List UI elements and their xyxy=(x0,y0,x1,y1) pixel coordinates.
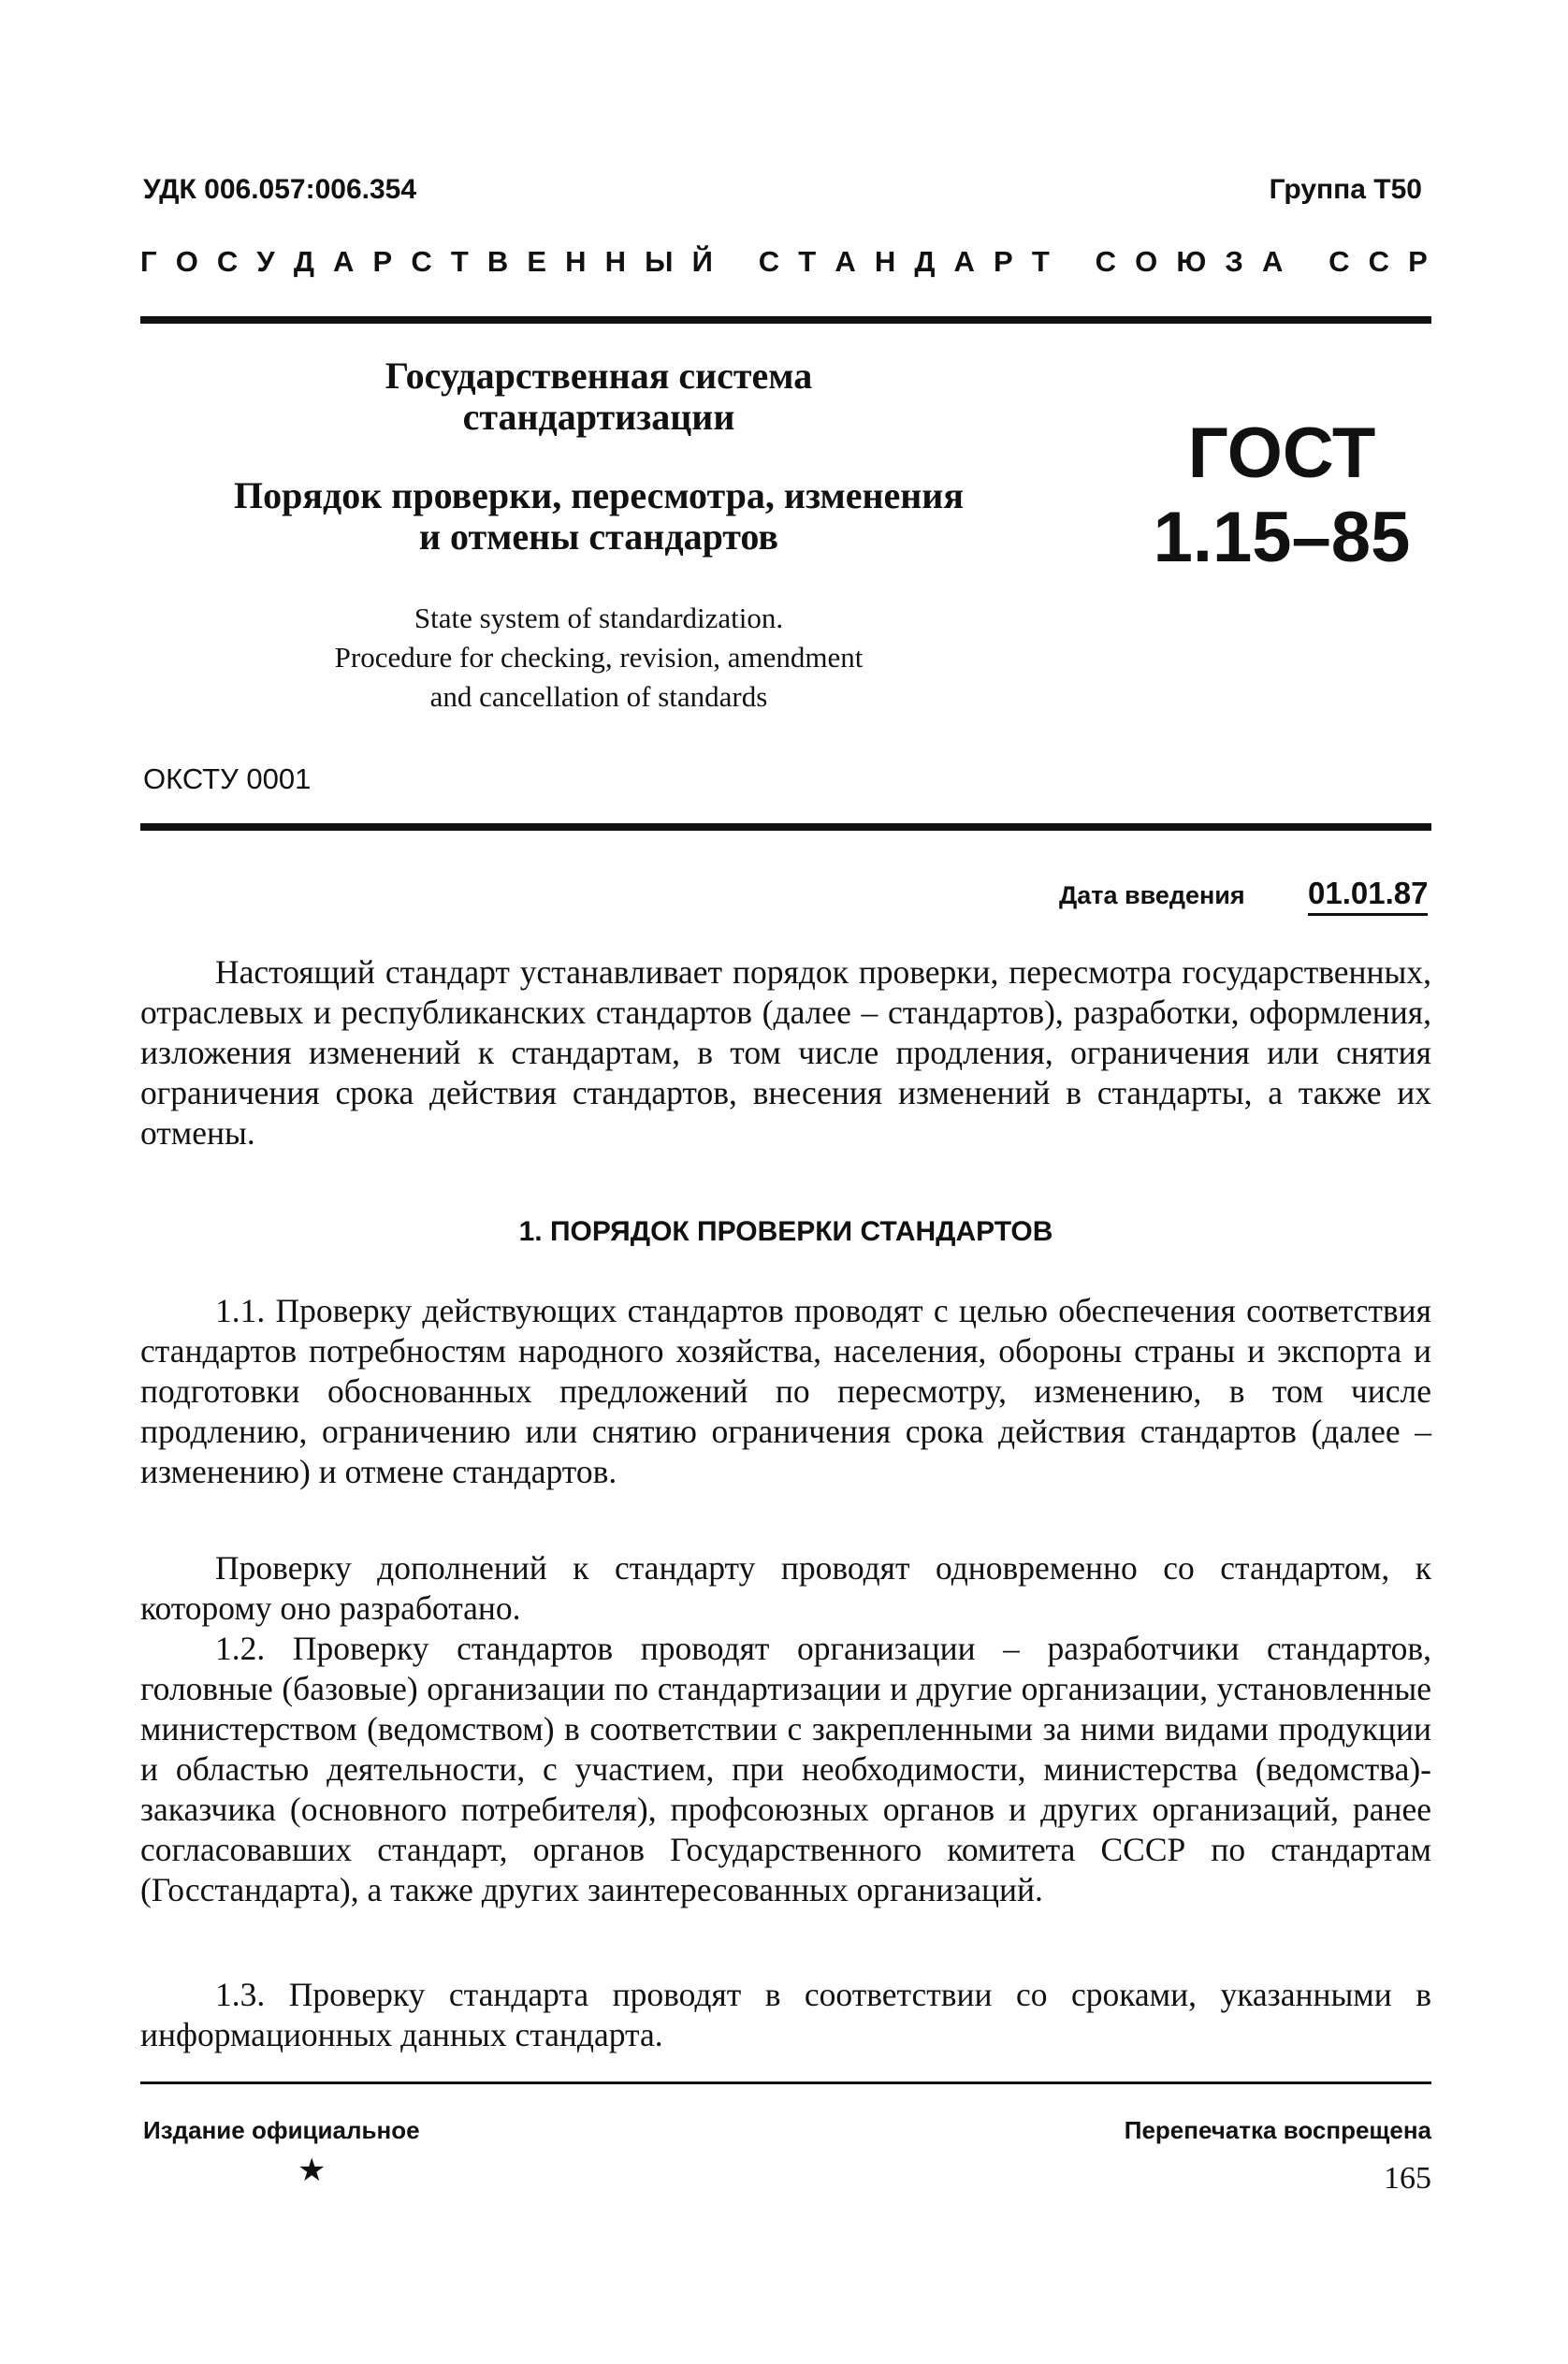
banner-letter: С xyxy=(216,245,239,278)
banner-letter: Г xyxy=(140,245,157,278)
english-title-line-3: and cancellation of standards xyxy=(429,680,768,713)
title-line-3: Порядок проверки, пересмотра, изменения xyxy=(234,474,964,516)
banner-letter: О xyxy=(1135,245,1158,278)
title-line-2: стандартизации xyxy=(462,396,735,438)
banner-letter: Д xyxy=(293,245,314,278)
top-divider xyxy=(140,316,1431,324)
banner-letter: З xyxy=(1225,245,1243,278)
banner-letter: В xyxy=(486,245,509,278)
date-value: 01.01.87 xyxy=(1308,876,1428,916)
english-title xyxy=(140,599,1057,717)
paragraph-1-3: 1.3. Проверку стандарта проводят в соответствии со сроками, указанными в информационных данных стандарта. xyxy=(140,1976,1431,2053)
banner-letter: Р xyxy=(1408,245,1428,278)
state-standard-banner xyxy=(140,245,1428,279)
gost-label: ГОСТ xyxy=(1187,413,1376,493)
okstu-code: ОКСТУ 0001 xyxy=(143,762,312,795)
banner-letter: С xyxy=(1095,245,1116,278)
title-block xyxy=(140,355,1057,558)
banner-letter: А xyxy=(835,245,856,278)
footer-divider xyxy=(140,2081,1431,2084)
intro-paragraph: Настоящий стандарт устанавливает порядок проверки, пересмотра государственных, отраслевых и республиканских стандартов (далее – стандартов), разработки, оформления, изложения изменений к стандартам, в том числе продления, ограничения или снятия ограничения срока действия стандартов, внесения изменений в стандарты, а также их отмены. xyxy=(140,953,1431,1152)
banner-space xyxy=(1301,245,1310,279)
star-icon: ★ xyxy=(298,2154,327,2188)
gost-designation xyxy=(1151,412,1413,580)
udk-code: УДК 006.057:006.354 xyxy=(143,174,417,205)
gost-number: 1.15–85 xyxy=(1153,498,1411,577)
banner-letter: Ы xyxy=(645,245,674,278)
banner-letter: Р xyxy=(994,245,1013,278)
reprint-prohibited-label: Перепечатка воспрещена xyxy=(1124,2116,1431,2144)
banner-letter: Т xyxy=(1031,245,1050,278)
banner-letter: С xyxy=(758,245,780,278)
banner-letter: А xyxy=(333,245,355,278)
banner-letter: С xyxy=(1368,245,1390,278)
english-title-line-1: State system of standardization. xyxy=(414,602,784,634)
paragraph-1-2: 1.2. Проверку стандартов проводят организации – разработчики стандартов, головные (базовые) организации по стандартизации и другие организации, установленные министерством (ведомством) в соответствии с закрепленными за ними видами продукции и областью деятельности, с участием, при необходимости, министерства (ведомства)-заказчика (основного потребителя), профсоюзных органов и других организаций, ранее согласовавших стандарт, органов Государственного комитета СССР по стандартам (Госстандарта), а также других заинтересованных организаций. xyxy=(140,1630,1431,1908)
english-title-line-2: Procedure for checking, revision, amendment xyxy=(334,641,864,674)
header-divider xyxy=(140,823,1431,831)
banner-letter: А xyxy=(953,245,975,278)
banner-letter: Т xyxy=(798,245,817,278)
banner-letter: Р xyxy=(372,245,393,278)
banner-space xyxy=(1068,245,1077,279)
paragraph-additions: Проверку дополнений к стандарту проводят одновременно со стандартом, к которому оно разработано. xyxy=(140,1549,1431,1627)
banner-space xyxy=(732,245,740,279)
banner-letter: Н xyxy=(604,245,627,278)
banner-letter: У xyxy=(256,245,275,278)
banner-letter: Ю xyxy=(1176,245,1207,278)
official-edition-label: Издание официальное xyxy=(143,2116,420,2144)
title-line-1: Государственная система xyxy=(385,355,813,397)
banner-letter: Н xyxy=(874,245,896,278)
banner-letter: Д xyxy=(914,245,936,278)
banner-letter: С xyxy=(1328,245,1350,278)
section-heading: 1. ПОРЯДОК ПРОВЕРКИ СТАНДАРТОВ xyxy=(518,1216,1053,1247)
group-code: Группа Т50 xyxy=(1269,174,1422,205)
page-number: 165 xyxy=(1384,2161,1431,2196)
date-label: Дата введения xyxy=(1059,881,1245,909)
banner-letter: Т xyxy=(450,245,469,278)
title-line-4: и отмены стандартов xyxy=(418,515,779,558)
banner-letter: Н xyxy=(565,245,587,278)
paragraph-1-1: 1.1. Проверку действующих стандартов проводят с целью обеспечения соответствия стандартов потребностям народного хозяйства, населения, обороны страны и экспорта и подготовки обоснованных предложений по пересмотру, изменению, в том числе продлению, ограничению или снятию ограничения срока действия стандартов (далее – изменению) и отмене стандартов. xyxy=(140,1292,1431,1490)
banner-letter: Е xyxy=(527,245,547,278)
banner-letter: Й xyxy=(691,245,713,278)
banner-letter: О xyxy=(175,245,198,278)
banner-letter: С xyxy=(411,245,432,278)
banner-letter: А xyxy=(1261,245,1284,278)
